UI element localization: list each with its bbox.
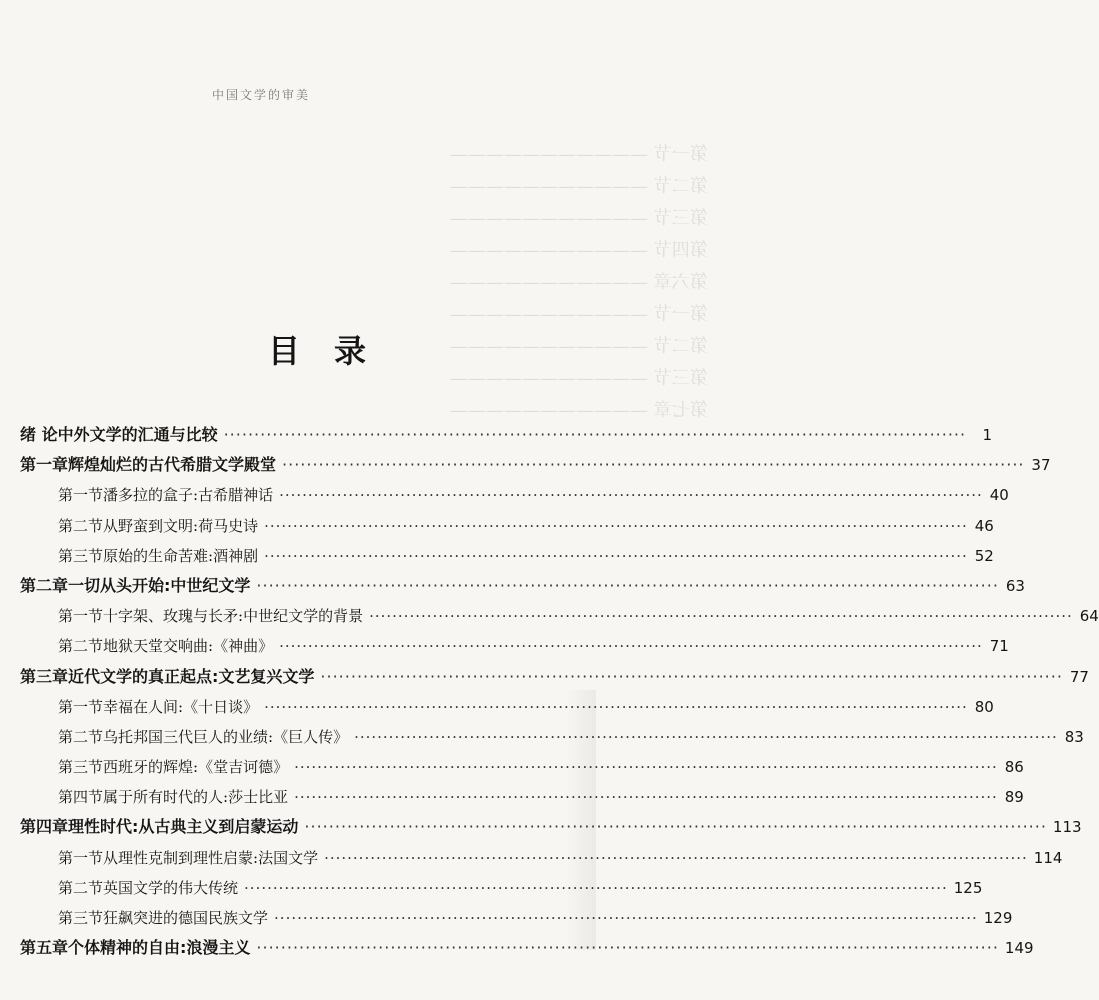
toc-entry-label: 第三节 <box>58 758 104 777</box>
toc-page-number: 37 <box>1031 456 1051 475</box>
toc-chapter-row <box>20 450 1051 480</box>
toc-leader-dots <box>279 631 983 661</box>
toc-entry-title: 从野蛮到文明:荷马史诗 <box>103 516 259 535</box>
toc-section-row <box>20 752 1024 782</box>
toc-entry-label: 第二章 <box>20 575 69 595</box>
toc-entry-title: 西班牙的辉煌:《堂吉诃德》 <box>103 758 289 777</box>
toc-entry-title: 狂飙突进的德国民族文学 <box>103 909 269 927</box>
toc-entry-title: 从理性克制到理性启蒙:法国文学 <box>103 848 319 867</box>
table-of-contents <box>20 420 1099 963</box>
toc-chapter-row <box>20 812 1082 842</box>
toc-entry-label: 第四节 <box>58 788 104 807</box>
toc-section-row <box>20 722 1084 752</box>
toc-leader-dots <box>264 511 968 541</box>
toc-page-number: 86 <box>1004 758 1024 777</box>
toc-section-row <box>20 782 1024 812</box>
toc-section-row <box>20 601 1099 631</box>
toc-entry-title: 近代文学的真正起点:文艺复兴文学 <box>68 666 315 686</box>
toc-entry-title: 属于所有时代的人:莎士比亚 <box>103 788 289 807</box>
toc-entry-label: 第三章 <box>20 666 69 686</box>
toc-entry-title: 原始的生命苦难:酒神剧 <box>103 546 259 565</box>
toc-page-number: 63 <box>1005 576 1025 595</box>
toc-entry-title: 理性时代:从古典主义到启蒙运动 <box>68 817 299 837</box>
toc-leader-dots <box>264 541 968 571</box>
toc-entry-title: 十字架、玫瑰与长矛:中世纪文学的背景 <box>103 607 364 626</box>
page-title: 目录 <box>267 332 400 370</box>
toc-chapter-row <box>20 420 993 450</box>
toc-entry-title: 辉煌灿烂的古代希腊文学殿堂 <box>68 455 277 475</box>
toc-entry-label: 第三节 <box>58 546 104 565</box>
toc-entry-title: 潘多拉的盒子:古希腊神话 <box>103 486 274 505</box>
toc-section-row <box>20 511 994 541</box>
toc-entry-title: 乌托邦国三代巨人的业绩:《巨人传》 <box>103 727 349 746</box>
toc-entry-title: 个体精神的自由:浪漫主义 <box>68 938 251 958</box>
toc-page-number: 149 <box>1004 939 1034 958</box>
toc-section-row <box>20 541 994 571</box>
toc-leader-dots <box>294 752 998 782</box>
toc-chapter-row <box>20 571 1025 601</box>
toc-leader-dots <box>282 450 1024 480</box>
toc-page-number: 40 <box>989 486 1009 505</box>
toc-page-number: 1 <box>982 426 993 444</box>
toc-page-number: 52 <box>974 546 994 565</box>
toc-leader-dots <box>256 933 998 963</box>
toc-entry-title: 中外文学的汇通与比较 <box>57 425 218 444</box>
toc-entry-label: 第二节 <box>58 878 104 897</box>
toc-entry-label: 第二节 <box>58 727 104 746</box>
toc-section-row <box>20 631 1009 661</box>
toc-chapter-row <box>20 662 1089 692</box>
toc-entry-label: 绪 论 <box>20 425 58 444</box>
toc-entry-label: 第四章 <box>20 817 69 837</box>
toc-page-number: 64 <box>1079 607 1099 626</box>
toc-leader-dots <box>320 662 1062 692</box>
toc-entry-label: 第三节 <box>58 909 104 927</box>
toc-section-row <box>20 480 1009 510</box>
toc-leader-dots <box>354 722 1058 752</box>
toc-entry-label: 第一节 <box>58 697 104 716</box>
toc-entry-label: 第一章 <box>20 455 69 475</box>
toc-page-number: 71 <box>989 637 1009 656</box>
toc-entry-title: 地狱天堂交响曲:《神曲》 <box>103 637 274 656</box>
toc-leader-dots <box>324 843 1028 873</box>
toc-entry-label: 第五章 <box>20 938 69 958</box>
toc-leader-dots <box>224 420 966 450</box>
page-edge-shadow <box>566 690 596 950</box>
toc-entry-label: 第二节 <box>58 516 104 535</box>
toc-page-number: 83 <box>1064 727 1084 746</box>
toc-entry-title: 英国文学的伟大传统 <box>103 878 239 897</box>
toc-page-number: 129 <box>983 909 1013 927</box>
toc-entry-label: 第一节 <box>58 486 104 505</box>
toc-entry-title: 幸福在人间:《十日谈》 <box>103 697 259 716</box>
toc-entry-title: 一切从头开始:中世纪文学 <box>68 575 251 595</box>
toc-section-row <box>20 692 994 722</box>
toc-page-number: 125 <box>953 878 983 897</box>
toc-leader-dots <box>264 692 968 722</box>
toc-section-row <box>20 843 1063 873</box>
bleed-through-text: 第一节 ——————————— 第二节 ——————————— 第三节 ——————————— 第四节 ——————————— 第六章 ——————————— 第一节 ——————————— 第二节 ——————————— 第三节 ——————————— 第七章 ——————————— <box>450 144 708 421</box>
toc-entry-label: 第一节 <box>58 607 104 626</box>
toc-leader-dots <box>279 480 983 510</box>
toc-section-row <box>20 903 1013 933</box>
toc-leader-dots <box>294 782 998 812</box>
toc-page-number: 113 <box>1052 818 1082 837</box>
toc-page-number: 77 <box>1069 667 1089 686</box>
toc-leader-dots <box>274 903 978 933</box>
running-head: 中国文学的审美 <box>212 88 311 102</box>
toc-page-number: 114 <box>1033 848 1063 867</box>
toc-leader-dots <box>256 571 998 601</box>
toc-section-row <box>20 873 983 903</box>
toc-page-number: 46 <box>974 516 994 535</box>
toc-leader-dots <box>304 812 1046 842</box>
toc-page-number: 80 <box>974 697 994 716</box>
toc-chapter-row <box>20 933 1034 963</box>
toc-leader-dots <box>369 601 1073 631</box>
toc-page-number: 89 <box>1004 788 1024 807</box>
toc-entry-label: 第二节 <box>58 637 104 656</box>
toc-entry-label: 第一节 <box>58 848 104 867</box>
